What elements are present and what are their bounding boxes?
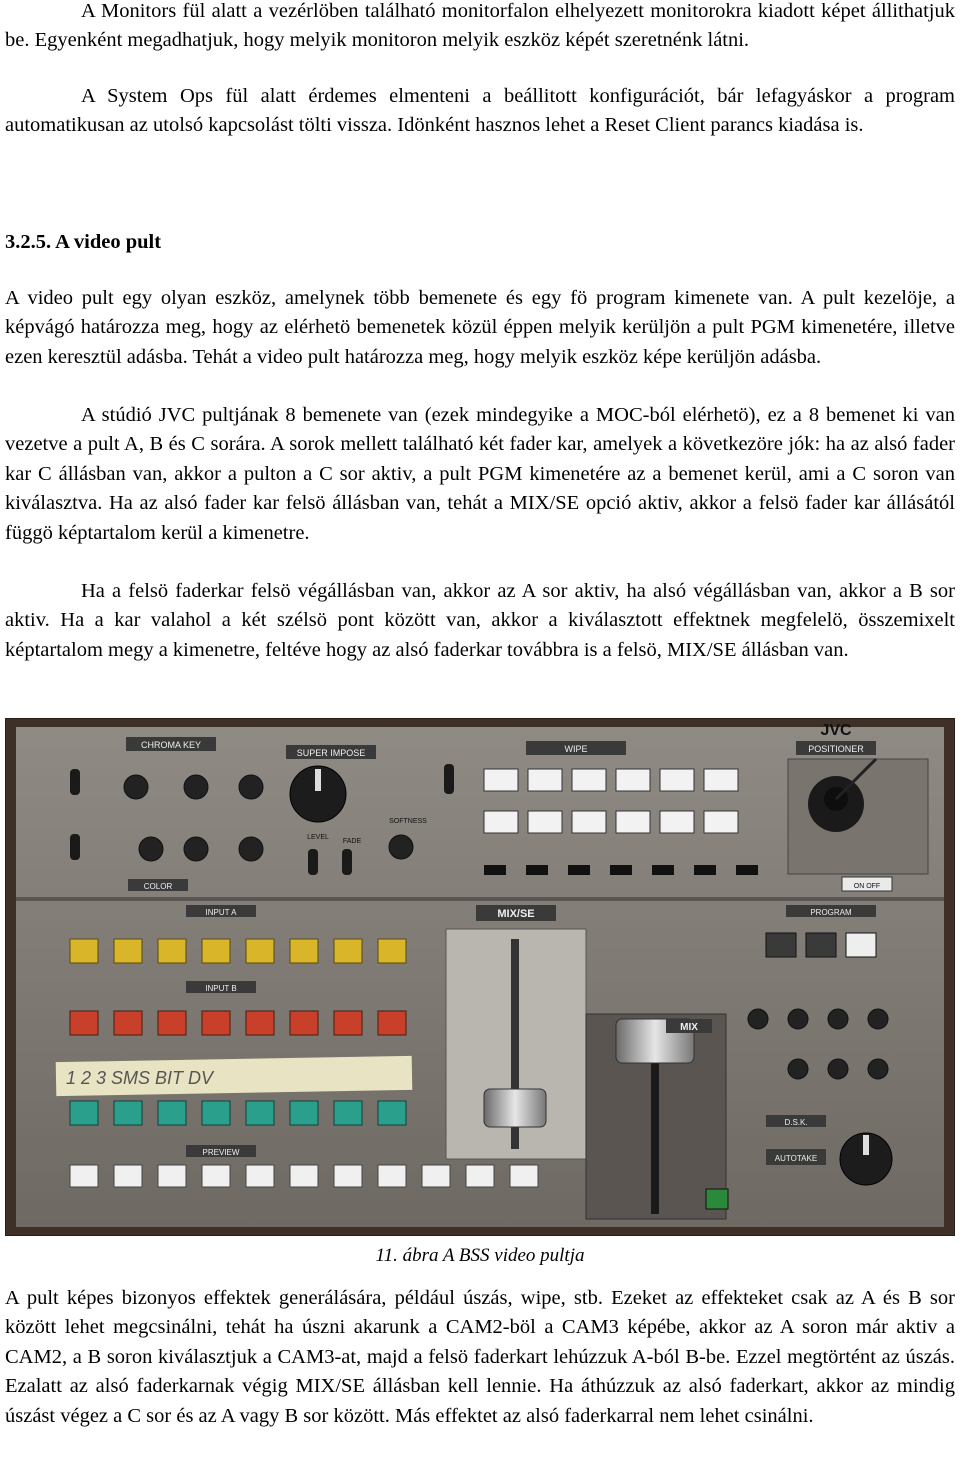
input-c-button-2 <box>114 1101 142 1125</box>
video-mixer-illustration <box>6 719 954 1235</box>
input-b-button-6 <box>290 1011 318 1035</box>
input-c-button-3 <box>158 1101 186 1125</box>
input-a-button-4 <box>202 939 230 963</box>
paragraph-jvc-pult: A stúdió JVC pultjának 8 bemenete van (ezek mindegyike a MOC-ból elérhetö), ez a 8 bemenet ki van vezetve a pult A, B és C sorára. A sorok mellett található két fader kar, amelyek a következöre jók: ha az alsó fader kar C állásban van, akkor a pulton a C sor aktiv, a pult PGM kimenetére az a bemenet kerül, ami a C soron van kiválasztva. Ha az alsó fader kar felsö állásban van, tehát a MIX/SE opció aktiv, akkor a felsö fader kar állásától függö képtartalom kerül a kimenetre. <box>5 404 955 544</box>
input-b-button-5 <box>246 1011 274 1035</box>
mix-se-label: MIX/SE <box>497 908 535 920</box>
input-c-button-6 <box>290 1101 318 1125</box>
wipe-label: WIPE <box>564 744 588 754</box>
autotake-label: AUTOTAKE <box>774 1154 818 1163</box>
dsk-label: D.S.K. <box>784 1118 808 1127</box>
preview-label: PREVIEW <box>202 1148 240 1157</box>
paragraph-video-pult-intro: A video pult egy olyan eszköz, amelynek több bemenete és egy fö program kimenete van. A pult kezelöje, a képvágó határozza meg, hogy az elérhetö bemenetek közül éppen melyik kerüljön a pult PGM kimenetére, illetve ezen keresztül adásba. Tehát a video pult határozza meg, hogy melyik eszköz képe kerüljön adásba. <box>5 287 955 368</box>
program-label: PROGRAM <box>810 908 852 917</box>
mix-label: MIX <box>680 1022 698 1033</box>
super-impose-label: SUPER IMPOSE <box>296 748 366 758</box>
jvc-logo: JVC <box>820 722 852 739</box>
color-label: COLOR <box>143 882 173 891</box>
paragraph-system-ops: A System Ops fül alatt érdemes elmenteni a beállitott konfigurációt, bár lefagyáskor a program automatikusan az utolsó kapcsolást tölti vissza. Idönként hasznos lehet a Reset Client parancs kiadása is. <box>5 85 955 137</box>
input-b-button-2 <box>114 1011 142 1035</box>
input-a-button-2 <box>114 939 142 963</box>
chroma-key-label: CHROMA KEY <box>140 740 202 750</box>
level-label: LEVEL <box>307 834 329 841</box>
input-c-button-8 <box>378 1101 406 1125</box>
positioner-label: POSITIONER <box>808 744 864 754</box>
input-a-button-6 <box>290 939 318 963</box>
input-c-button-4 <box>202 1101 230 1125</box>
input-a-button-8 <box>378 939 406 963</box>
input-c-button-1 <box>70 1101 98 1125</box>
input-b-button-7 <box>334 1011 362 1035</box>
input-a-button-3 <box>158 939 186 963</box>
fade-label: FADE <box>342 838 362 845</box>
input-a-button-1 <box>70 939 98 963</box>
input-a-button-5 <box>246 939 274 963</box>
input-c-button-5 <box>246 1101 274 1125</box>
input-b-button-3 <box>158 1011 186 1035</box>
input-b-button-8 <box>378 1011 406 1035</box>
section-heading: 3.2.5. A video pult <box>5 231 162 253</box>
input-b-button-1 <box>70 1011 98 1035</box>
paragraph-faderkar: Ha a felsö faderkar felsö végállásban van, akkor az A sor aktiv, ha alsó végállásban van, akkor a B sor aktiv. Ha a kar valahol a két szélsö pont között van, akkor a kiválasztott effektnek megfelelö, összemixelt képtartalom megy a kimenetre, feltéve hogy az alsó faderkar továbbra is a felsö, MIX/SE állásban van. <box>5 580 955 661</box>
figure-caption: 11. ábra A BSS video pultja <box>375 1245 585 1266</box>
paragraph-effects: A pult képes bizonyos effektek generálására, például úszás, wipe, stb. Ezeket az effekteket csak az A és B sor között lehet megcsinálni, tehát ha úszni akarunk a CAM2-böl a CAM3 képébe, akkor az A soron már aktiv a CAM2, a B soron kiválasztjuk a CAM3-at, majd a felsö faderkart lehúzzuk A-ból B-be. Ezzel megtörtént az úszás. Ezalatt az alsó faderkarnak végig MIX/SE állásban kell lennie. Ha áthúzzuk az alsó faderkart, akkor az mindig úszást végez a C sor és az A vagy B sor között. Más effektet az alsó faderkarral nem lehet csinálni. <box>5 1287 955 1427</box>
paragraph-monitors: A Monitors fül alatt a vezérlöben található monitorfalon elhelyezett monitorokra kiadott képet állithatjuk be. Egyenként megadhatjuk, hogy melyik monitoron melyik eszköz képét szeretnénk látni. <box>5 0 955 52</box>
input-b-button-4 <box>202 1011 230 1035</box>
input-c-button-7 <box>334 1101 362 1125</box>
video-mixer-photo <box>5 718 955 1236</box>
positioner-on-off-label: ON OFF <box>853 883 881 890</box>
input-b-label: INPUT B <box>205 984 237 993</box>
softness-label: SOFTNESS <box>389 818 427 825</box>
tape-label: 1 2 3 SMS BIT DV <box>66 1068 214 1088</box>
input-a-label: INPUT A <box>205 908 237 917</box>
input-a-button-7 <box>334 939 362 963</box>
